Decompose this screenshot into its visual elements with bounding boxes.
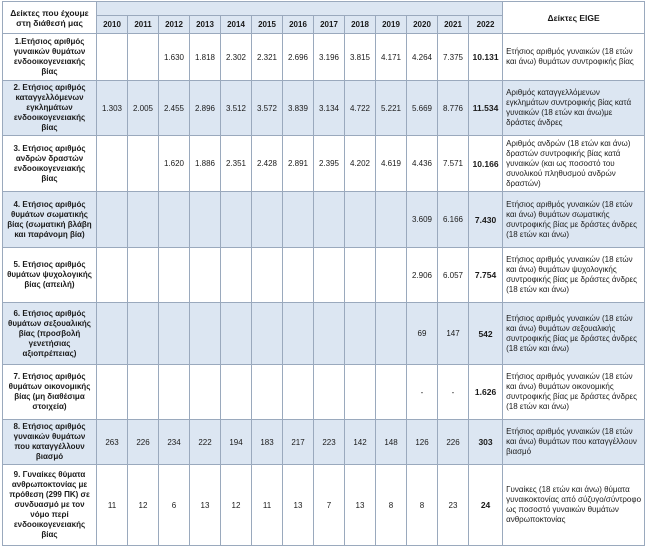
value-cell-2016 <box>283 303 314 365</box>
indicator-label: 7. Ετήσιος αριθμός θυμάτων οικονομικής βίας (μη διαθέσιμα στοιχεία) <box>3 365 97 420</box>
value-cell-2014: 2.302 <box>221 34 252 81</box>
value-cell-2012 <box>159 248 190 303</box>
value-cell-2010 <box>97 248 128 303</box>
year-header-2013: 2013 <box>190 16 221 34</box>
eige-indicator-description: Ετήσιος αριθμός γυναικών (18 ετών και άνω) θυμάτων σωματικής συντροφικής βίας με δράστες άνδρες (18 ετών και άνω) <box>503 192 645 248</box>
eige-indicator-description: Αριθμός ανδρών (18 ετών και άνω) δραστών συντροφικής βίας κατά γυναικών (και ως ποσοστό του συνολικού πληθυσμού ανδρών δραστών) <box>503 136 645 192</box>
year-header-2016: 2016 <box>283 16 314 34</box>
value-cell-2017 <box>314 248 345 303</box>
value-cell-2020: 2.906 <box>407 248 438 303</box>
value-cell-2022: 24 <box>469 465 503 546</box>
value-cell-2017: 2.395 <box>314 136 345 192</box>
value-cell-2020: 4.436 <box>407 136 438 192</box>
value-cell-2019: 8 <box>376 465 407 546</box>
indicator-label: 4. Ετήσιος αριθμός θυμάτων σωματικής βίας (σωματική βλάβη και παράνομη βία) <box>3 192 97 248</box>
value-cell-2011 <box>128 136 159 192</box>
value-cell-2010 <box>97 34 128 81</box>
table-row <box>3 420 645 465</box>
value-cell-2017 <box>314 365 345 420</box>
eige-indicator-description: Γυναίκες (18 ετών και άνω) θύματα γυναικοκτονίας από σύζυγο/σύντροφο ως ποσοστό γυναικών θυμάτων ανθρωποκτονίας <box>503 465 645 546</box>
table-row <box>3 365 645 420</box>
indicator-label: 1.Ετήσιος αριθμός γυναικών θυμάτων ενδοοικογενειακής βίας <box>3 34 97 81</box>
table-row <box>3 136 645 192</box>
value-cell-2011: 12 <box>128 465 159 546</box>
value-cell-2022: 542 <box>469 303 503 365</box>
value-cell-2019: 4.619 <box>376 136 407 192</box>
year-header-2010: 2010 <box>97 16 128 34</box>
value-cell-2022: 10.166 <box>469 136 503 192</box>
value-cell-2010 <box>97 136 128 192</box>
value-cell-2013 <box>190 303 221 365</box>
value-cell-2010 <box>97 192 128 248</box>
value-cell-2015: 11 <box>252 465 283 546</box>
value-cell-2013 <box>190 365 221 420</box>
value-cell-2021: 23 <box>438 465 469 546</box>
eige-indicator-description: Ετήσιος αριθμός γυναικών (18 ετών και άνω) θυμάτων οικονομικής συντροφικής βίας με δράστες άνδρες (18 ετών και άνω) <box>503 365 645 420</box>
value-cell-2012: 2.455 <box>159 81 190 136</box>
value-cell-2015 <box>252 192 283 248</box>
indicator-label: 6. Ετήσιος αριθμός θυμάτων σεξουαλικής βίας (προσβολή γενετήσιας αξιοπρέπειας) <box>3 303 97 365</box>
value-cell-2012: 1.620 <box>159 136 190 192</box>
year-header-2021: 2021 <box>438 16 469 34</box>
value-cell-2020: 5.669 <box>407 81 438 136</box>
value-cell-2015 <box>252 365 283 420</box>
indicator-label: 5. Ετήσιος αριθμός θυμάτων ψυχολογικής βίας (απειλή) <box>3 248 97 303</box>
value-cell-2010: 1.303 <box>97 81 128 136</box>
value-cell-2017: 7 <box>314 465 345 546</box>
value-cell-2012: 1.630 <box>159 34 190 81</box>
value-cell-2011 <box>128 248 159 303</box>
value-cell-2014 <box>221 248 252 303</box>
value-cell-2021: 147 <box>438 303 469 365</box>
value-cell-2022: 10.131 <box>469 34 503 81</box>
value-cell-2015: 2.428 <box>252 136 283 192</box>
value-cell-2018 <box>345 192 376 248</box>
year-header-2014: 2014 <box>221 16 252 34</box>
eige-indicator-description: Αριθμός καταγγελλόμενων εγκλημάτων συντροφικής βίας κατά γυναικών (18 ετών και άνω)με δράστες άνδρες <box>503 81 645 136</box>
table-row <box>3 303 645 365</box>
value-cell-2012 <box>159 192 190 248</box>
value-cell-2020: 126 <box>407 420 438 465</box>
value-cell-2021: 8.776 <box>438 81 469 136</box>
value-cell-2019 <box>376 192 407 248</box>
value-cell-2013: 2.896 <box>190 81 221 136</box>
value-cell-2016 <box>283 365 314 420</box>
year-header-2017: 2017 <box>314 16 345 34</box>
value-cell-2020: 69 <box>407 303 438 365</box>
value-cell-2020: 3.609 <box>407 192 438 248</box>
value-cell-2013: 1.886 <box>190 136 221 192</box>
value-cell-2014: 12 <box>221 465 252 546</box>
year-header-2018: 2018 <box>345 16 376 34</box>
table-row <box>3 81 645 136</box>
indicators-table <box>2 1 645 546</box>
header-available-indicators: Δείκτες που έχουμε στη διάθεσή μας <box>3 2 97 34</box>
value-cell-2014: 2.351 <box>221 136 252 192</box>
year-header-2019: 2019 <box>376 16 407 34</box>
table-row <box>3 34 645 81</box>
eige-indicator-description: Ετήσιος αριθμός γυναικών (18 ετών και άνω) θυμάτων σεξουαλικής συντροφικής βίας με δράστες άνδρες (18 ετών και άνω) <box>503 303 645 365</box>
value-cell-2019 <box>376 365 407 420</box>
value-cell-2016: 2.696 <box>283 34 314 81</box>
value-cell-2015 <box>252 303 283 365</box>
value-cell-2021: 6.057 <box>438 248 469 303</box>
value-cell-2013 <box>190 248 221 303</box>
eige-indicator-description: Ετήσιος αριθμός γυναικών (18 ετών και άνω) θυμάτων ψυχολογικής συντροφικής βίας με δράστες άνδρες (18 ετών και άνω) <box>503 248 645 303</box>
value-cell-2010 <box>97 365 128 420</box>
table-row <box>3 192 645 248</box>
value-cell-2010: 11 <box>97 465 128 546</box>
value-cell-2018 <box>345 303 376 365</box>
value-cell-2021: 7.571 <box>438 136 469 192</box>
value-cell-2016 <box>283 248 314 303</box>
value-cell-2011 <box>128 34 159 81</box>
value-cell-2017: 223 <box>314 420 345 465</box>
value-cell-2010: 263 <box>97 420 128 465</box>
year-header-2011: 2011 <box>128 16 159 34</box>
value-cell-2018: 142 <box>345 420 376 465</box>
value-cell-2015: 3.572 <box>252 81 283 136</box>
indicator-label: 2. Ετήσιος αριθμός καταγγελλόμενων εγκλημάτων ενδοοικογενειακής βίας <box>3 81 97 136</box>
value-cell-2020: - <box>407 365 438 420</box>
year-header-2015: 2015 <box>252 16 283 34</box>
value-cell-2021: 7.375 <box>438 34 469 81</box>
indicator-label: 3. Ετήσιος αριθμός ανδρών δραστών ενδοοικογενειακής βίας <box>3 136 97 192</box>
value-cell-2016 <box>283 192 314 248</box>
value-cell-2021: - <box>438 365 469 420</box>
value-cell-2019 <box>376 303 407 365</box>
eige-indicator-description: Ετήσιος αριθμός γυναικών (18 ετών και άνω) θυμάτων που καταγγέλλουν βιασμό <box>503 420 645 465</box>
value-cell-2012 <box>159 365 190 420</box>
value-cell-2010 <box>97 303 128 365</box>
value-cell-2012: 234 <box>159 420 190 465</box>
years-header-band <box>97 2 503 16</box>
header-eige-indicators: Δείκτες EIGE <box>503 2 645 34</box>
value-cell-2020: 4.264 <box>407 34 438 81</box>
value-cell-2012: 6 <box>159 465 190 546</box>
value-cell-2017 <box>314 303 345 365</box>
value-cell-2013 <box>190 192 221 248</box>
value-cell-2011: 226 <box>128 420 159 465</box>
value-cell-2020: 8 <box>407 465 438 546</box>
value-cell-2019: 5.221 <box>376 81 407 136</box>
value-cell-2017 <box>314 192 345 248</box>
indicator-label: 8. Ετήσιος αριθμός γυναικών θυμάτων που καταγγέλλουν βιασμό <box>3 420 97 465</box>
value-cell-2018 <box>345 248 376 303</box>
value-cell-2014 <box>221 365 252 420</box>
table-row <box>3 465 645 546</box>
value-cell-2017: 3.196 <box>314 34 345 81</box>
value-cell-2014 <box>221 192 252 248</box>
value-cell-2014 <box>221 303 252 365</box>
value-cell-2019 <box>376 248 407 303</box>
value-cell-2013: 13 <box>190 465 221 546</box>
value-cell-2016: 3.839 <box>283 81 314 136</box>
value-cell-2022: 11.534 <box>469 81 503 136</box>
value-cell-2019: 4.171 <box>376 34 407 81</box>
value-cell-2011: 2.005 <box>128 81 159 136</box>
value-cell-2011 <box>128 192 159 248</box>
value-cell-2014: 194 <box>221 420 252 465</box>
value-cell-2014: 3.512 <box>221 81 252 136</box>
value-cell-2016: 2.891 <box>283 136 314 192</box>
value-cell-2019: 148 <box>376 420 407 465</box>
value-cell-2011 <box>128 303 159 365</box>
value-cell-2013: 222 <box>190 420 221 465</box>
value-cell-2016: 13 <box>283 465 314 546</box>
value-cell-2018: 3.815 <box>345 34 376 81</box>
value-cell-2016: 217 <box>283 420 314 465</box>
value-cell-2012 <box>159 303 190 365</box>
eige-indicator-description: Ετήσιος αριθμός γυναικών (18 ετών και άνω) θυμάτων συντροφικής βίας <box>503 34 645 81</box>
value-cell-2022: 1.626 <box>469 365 503 420</box>
value-cell-2018: 13 <box>345 465 376 546</box>
value-cell-2015 <box>252 248 283 303</box>
year-header-2022: 2022 <box>469 16 503 34</box>
value-cell-2022: 7.430 <box>469 192 503 248</box>
value-cell-2013: 1.818 <box>190 34 221 81</box>
table-row <box>3 248 645 303</box>
year-header-2012: 2012 <box>159 16 190 34</box>
indicator-label: 9. Γυναίκες θύματα ανθρωποκτονίας με πρόθεση (299 ΠΚ) σε συνδυασμό με τον νόμο περί ενδοοικογενειακής βίας <box>3 465 97 546</box>
value-cell-2017: 3.134 <box>314 81 345 136</box>
value-cell-2018 <box>345 365 376 420</box>
value-cell-2021: 6.166 <box>438 192 469 248</box>
year-header-2020: 2020 <box>407 16 438 34</box>
value-cell-2022: 7.754 <box>469 248 503 303</box>
value-cell-2015: 183 <box>252 420 283 465</box>
value-cell-2011 <box>128 365 159 420</box>
value-cell-2018: 4.722 <box>345 81 376 136</box>
value-cell-2022: 303 <box>469 420 503 465</box>
value-cell-2021: 226 <box>438 420 469 465</box>
value-cell-2015: 2.321 <box>252 34 283 81</box>
value-cell-2018: 4.202 <box>345 136 376 192</box>
